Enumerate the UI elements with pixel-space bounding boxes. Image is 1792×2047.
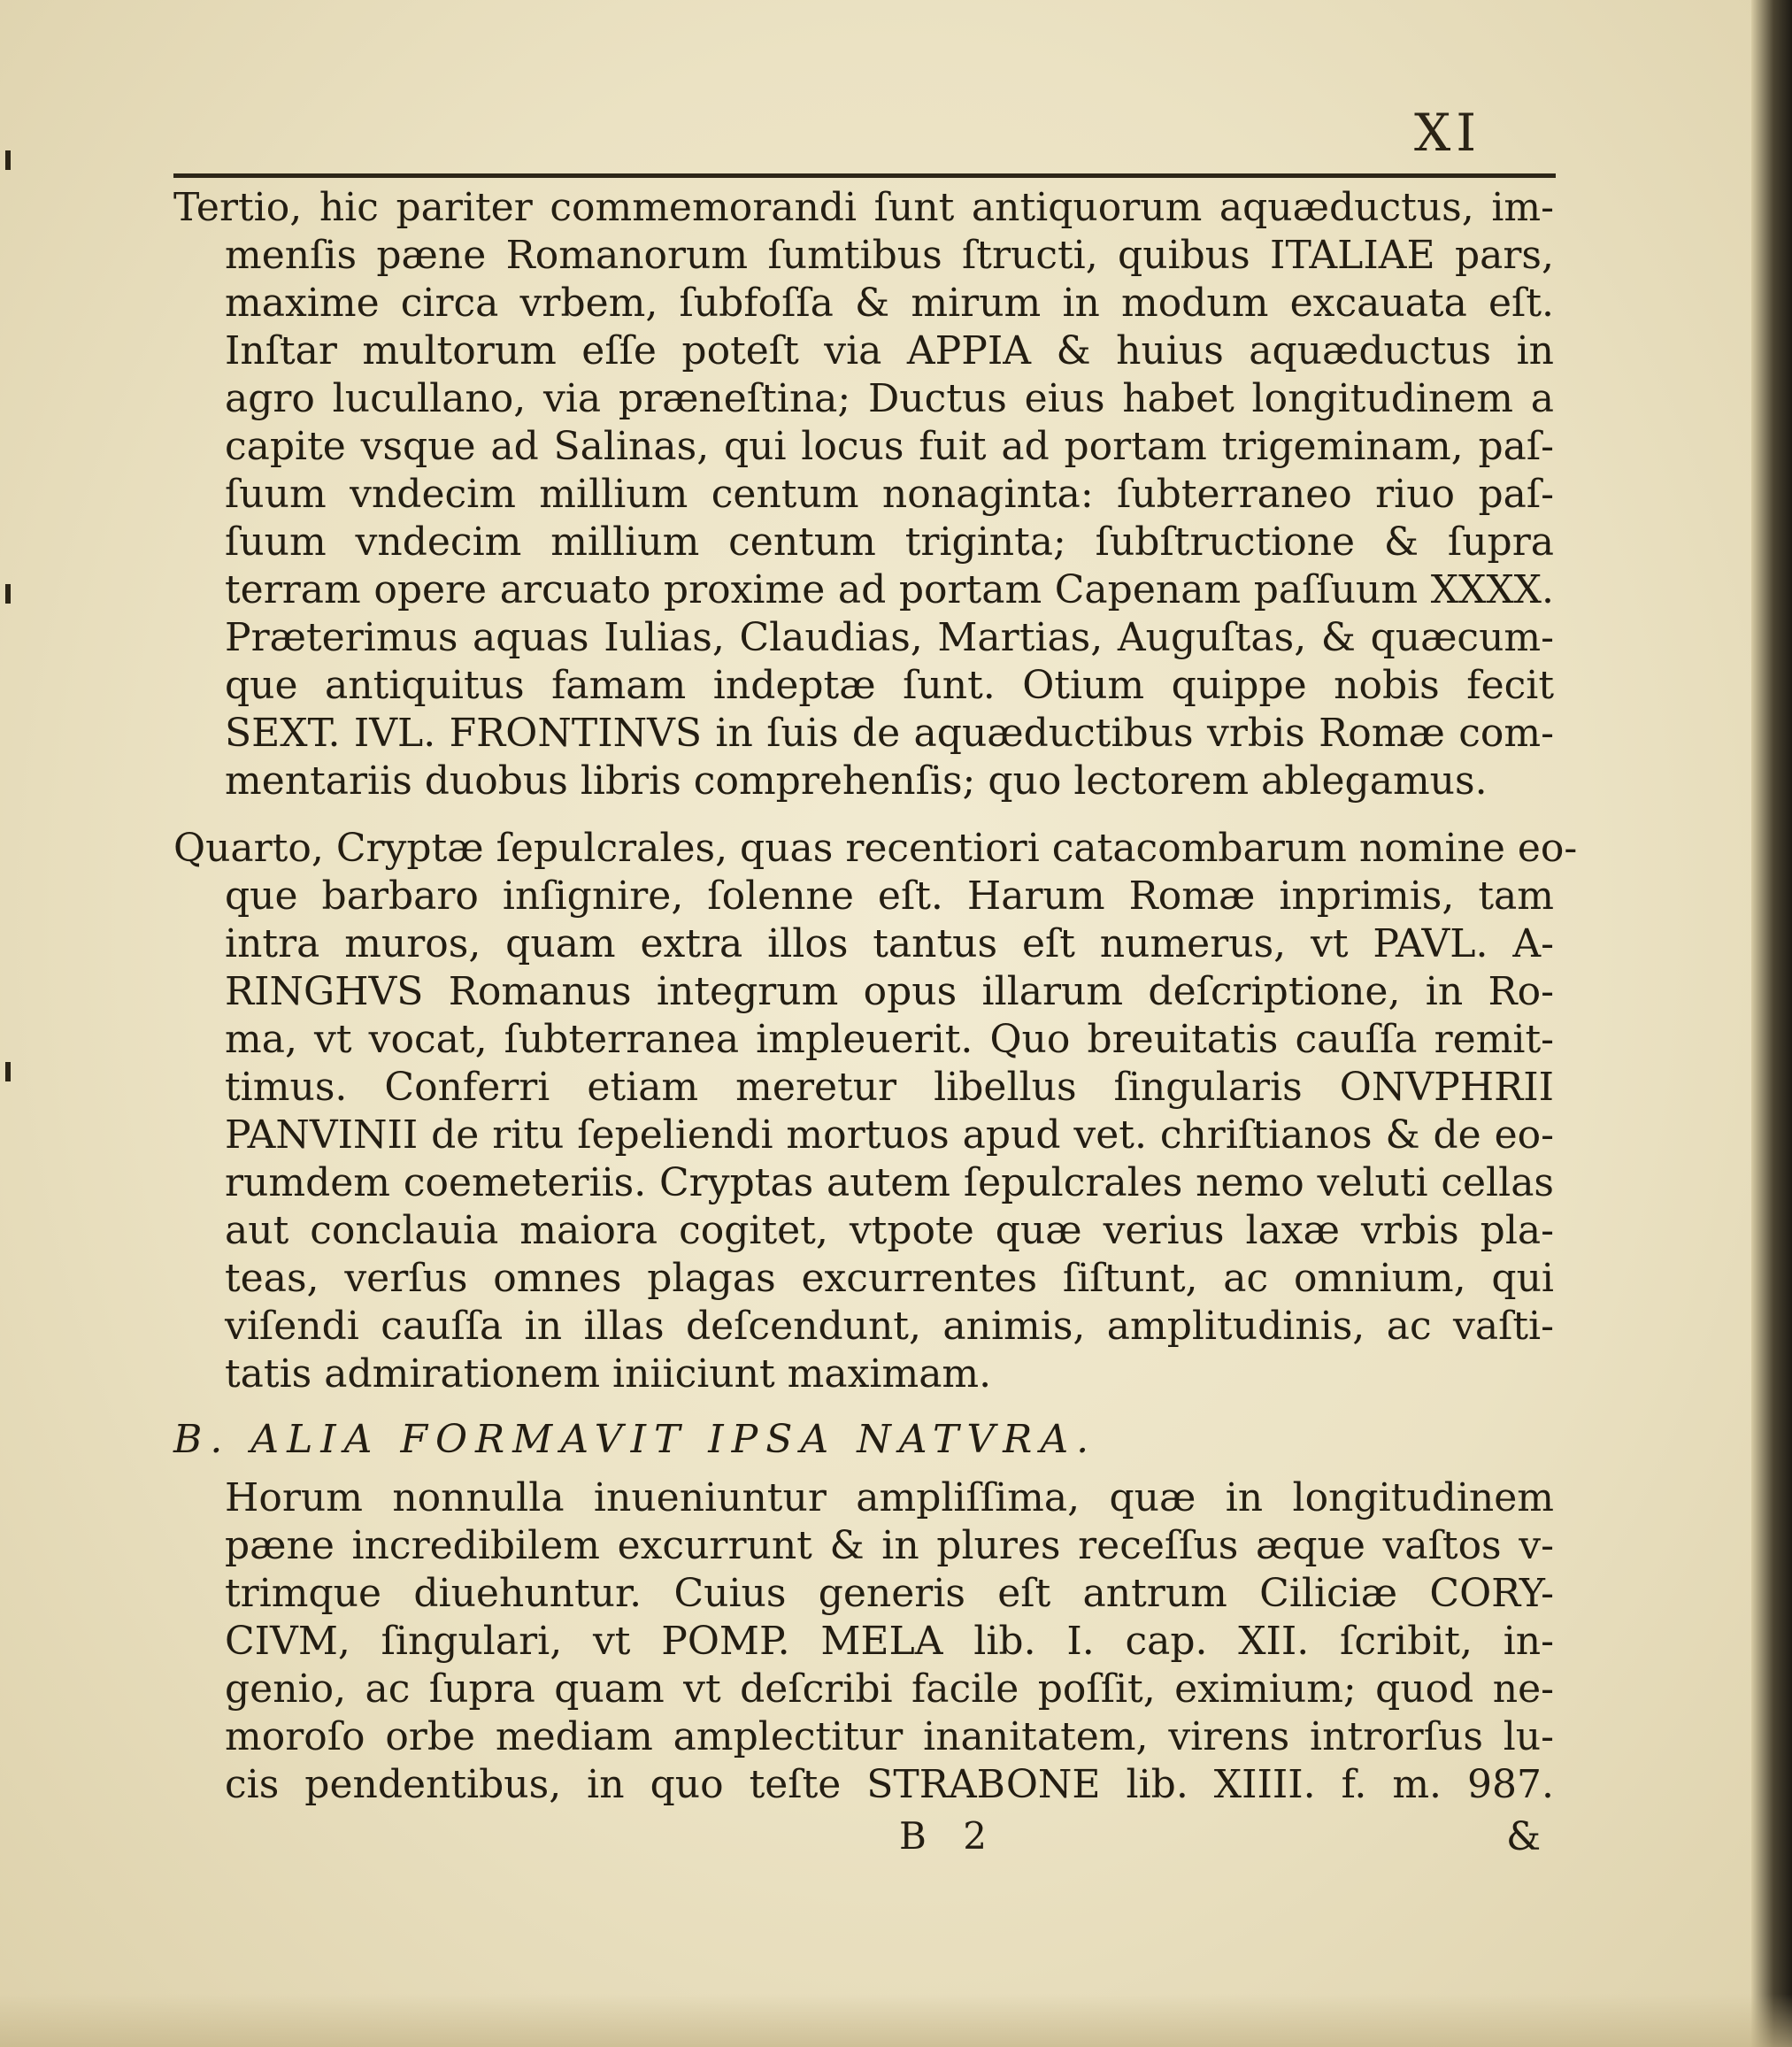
text-line: SEXT. IVL. FRONTINVS in ſuis de aquæductibus vrbis Romæ com- [225, 711, 1554, 756]
section-heading: B. ALIA FORMAVIT IPSA NATVRA. [173, 1417, 1097, 1462]
catchword: & [1506, 1814, 1542, 1859]
text-line: terram opere arcuato proxime ad portam Capenam paſſuum XXXX. [225, 567, 1554, 612]
text-line: aut conclauia maiora cogitet, vtpote quæ verius laxæ vrbis pla- [225, 1208, 1554, 1253]
text-line: viſendi cauſſa in illas deſcendunt, animis, amplitudinis, ac vaſti- [225, 1304, 1554, 1349]
text-line: intra muros, quam extra illos tantus eſt numerus, vt PAVL. A- [225, 921, 1554, 966]
margin-mark [5, 1062, 11, 1081]
text-line: capite vsque ad Salinas, qui locus fuit ad portam trigeminam, paſ- [225, 424, 1554, 469]
text-line: ma, vt vocat, ſubterranea impleuerit. Quo breuitatis cauſſa remit- [225, 1017, 1554, 1062]
text-line: ſuum vndecim millium centum triginta; ſubſtructione & ſupra [225, 519, 1554, 565]
text-line: timus. Conferri etiam meretur libellus ſingularis ONVPHRII [225, 1065, 1554, 1110]
margin-mark [5, 584, 11, 604]
text-line: moroſo orbe mediam amplectitur inanitatem, virens introrſus lu- [225, 1714, 1554, 1759]
page-edge-shadow [1751, 0, 1792, 2047]
text-line: maxime circa vrbem, ſubfoſſa & mirum in modum excauata eſt. [225, 281, 1554, 326]
text-line: RINGHVS Romanus integrum opus illarum deſcriptione, in Ro- [225, 969, 1554, 1014]
text-line: ſuum vndecim millium centum nonaginta: ſubterraneo riuo paſ- [225, 472, 1554, 517]
text-line: que barbaro inſignire, ſolenne eſt. Harum Romæ inprimis, tam [225, 873, 1554, 919]
text-line: pæne incredibilem excurrunt & in plures receſſus æque vaſtos v- [225, 1523, 1554, 1568]
text-line: Horum nonnulla inueniuntur ampliſſima, quæ in longitudinem [225, 1475, 1554, 1520]
margin-mark [5, 150, 11, 170]
text-line: rumdem coemeteriis. Cryptas autem ſepulcrales nemo veluti cellas [225, 1160, 1554, 1205]
text-line: agro lucullano, via præneſtina; Ductus eius habet longitudinem a [225, 376, 1554, 421]
text-line: Tertio, hic pariter commemorandi ſunt antiquorum aquæductus, im- [173, 185, 1554, 230]
text-line: menſis pæne Romanorum ſumtibus ſtructi, quibus ITALIAE pars, [225, 233, 1554, 278]
header-rule [173, 173, 1556, 178]
signature-mark: B 2 [899, 1814, 999, 1858]
text-line: trimque diuehuntur. Cuius generis eſt antrum Ciliciæ CORY- [225, 1571, 1554, 1616]
text-line: que antiquitus famam indeptæ ſunt. Otium quippe nobis fecit [225, 663, 1554, 708]
text-line: mentariis duobus libris comprehenſis; quo lectorem ablegamus. [225, 758, 1488, 804]
text-line: Quarto, Cryptæ ſepulcrales, quas recentiori catacombarum nomine eo- [173, 826, 1578, 871]
page-bottom-shade [0, 1994, 1792, 2047]
text-line: Præterimus aquas Iulias, Claudias, Martias, Auguſtas, & quæcum- [225, 615, 1554, 660]
text-line: cis pendentibus, in quo teſte STRABONE lib. XIIII. f. m. 987. [225, 1762, 1554, 1807]
text-line: genio, ac ſupra quam vt deſcribi facile poſſit, eximium; quod ne- [225, 1666, 1554, 1712]
page-number: XI [1414, 103, 1482, 163]
text-line: CIVM, ſingulari, vt POMP. MELA lib. I. cap. XII. ſcribit, in- [225, 1619, 1554, 1664]
text-line: Inſtar multorum eſſe poteſt via APPIA & huius aquæductus in [225, 328, 1554, 373]
text-line: tatis admirationem iniiciunt maximam. [225, 1351, 992, 1397]
text-line: teas, verſus omnes plagas excurrentes ſiſtunt, ac omnium, qui [225, 1256, 1554, 1301]
text-line: PANVINII de ritu ſepeliendi mortuos apud vet. chriſtianos & de eo- [225, 1112, 1554, 1158]
